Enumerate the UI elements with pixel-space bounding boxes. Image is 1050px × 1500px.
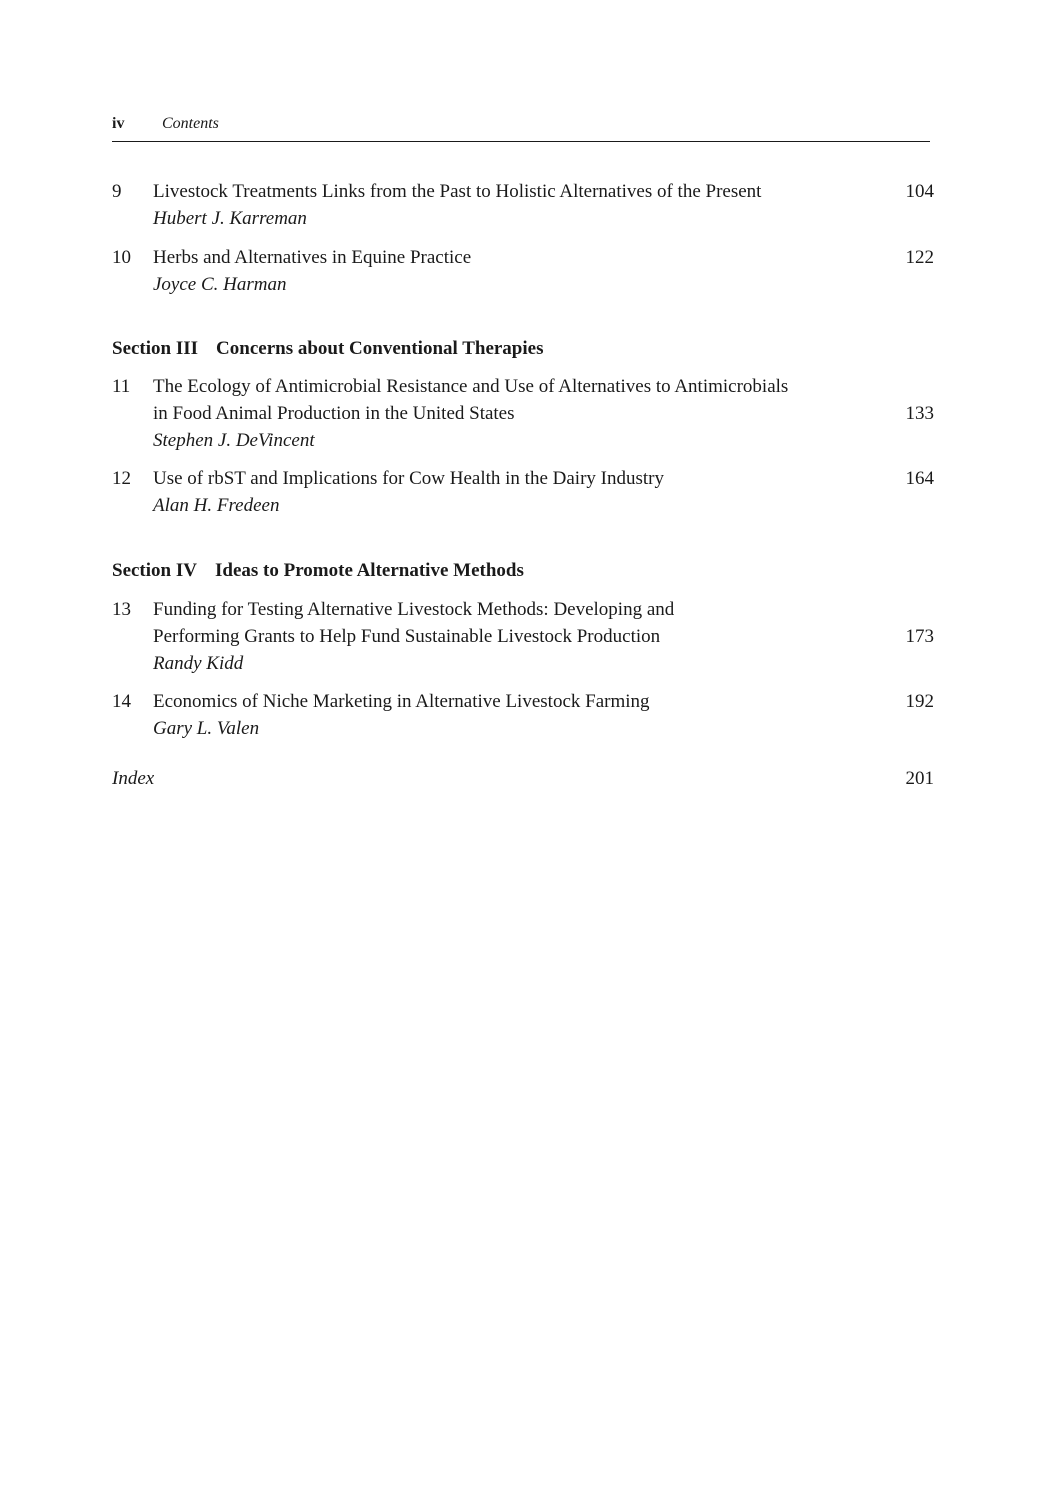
chapter-number: 11: [112, 376, 131, 397]
chapter-title-line: Economics of Niche Marketing in Alternative Livestock Farming: [153, 691, 650, 712]
toc-entry: [112, 178, 934, 232]
section-heading: [112, 337, 543, 361]
chapter-author: Joyce C. Harman: [153, 274, 287, 295]
section-title: Ideas to Promote Alternative Methods: [214, 560, 524, 581]
chapter-author: Gary L. Valen: [153, 718, 260, 739]
entry-body: [153, 596, 853, 677]
chapter-number: 10: [112, 247, 131, 268]
chapter-author: Alan H. Fredeen: [153, 495, 280, 516]
chapter-title-line: Livestock Treatments Links from the Past to Holistic Alternatives of the Present: [153, 181, 762, 202]
section-label: Section III: [112, 338, 199, 359]
page-number: 164: [905, 468, 934, 489]
chapter-title-line: Performing Grants to Help Fund Sustainable Livestock Production: [153, 626, 661, 647]
chapter-title-line: in Food Animal Production in the United States: [153, 403, 515, 424]
section-title: Concerns about Conventional Therapies: [216, 338, 544, 359]
chapter-number: 9: [112, 181, 122, 202]
chapter-author: Stephen J. DeVincent: [153, 430, 315, 451]
running-head: [112, 114, 219, 134]
page-number: 122: [905, 247, 934, 268]
index-entry: [112, 767, 934, 791]
chapter-author: Hubert J. Karreman: [153, 208, 307, 229]
chapter-title-line: The Ecology of Antimicrobial Resistance and Use of Alternatives to Antimicrobials: [153, 376, 789, 397]
chapter-number: 13: [112, 599, 131, 620]
section-label: Section IV: [112, 560, 197, 581]
chapter-title-line: Use of rbST and Implications for Cow Health in the Dairy Industry: [153, 468, 664, 489]
chapter-number: 12: [112, 468, 131, 489]
entry-body: [153, 244, 853, 298]
page-number: 192: [905, 691, 934, 712]
page-number: 173: [905, 626, 934, 647]
page-number: 133: [905, 403, 934, 424]
chapter-title-line: Funding for Testing Alternative Livestock Methods: Developing and: [153, 599, 675, 620]
index-label: Index: [112, 768, 155, 789]
running-title: Contents: [162, 115, 219, 132]
toc-entry: [112, 596, 934, 677]
entry-body: [153, 465, 853, 519]
entry-body: [153, 688, 853, 742]
chapter-title-line: Herbs and Alternatives in Equine Practice: [153, 247, 472, 268]
entry-body: [153, 178, 853, 232]
toc-entry: [112, 244, 934, 298]
header-rule: [112, 141, 930, 142]
section-heading: [112, 559, 524, 583]
page-number: 201: [905, 768, 934, 789]
page-number: 104: [905, 181, 934, 202]
chapter-author: Randy Kidd: [153, 653, 244, 674]
toc-entry: [112, 688, 934, 742]
toc-entry: [112, 465, 934, 519]
toc-entry: [112, 373, 934, 454]
chapter-number: 14: [112, 691, 131, 712]
page-folio: iv: [112, 115, 125, 132]
entry-body: [153, 373, 873, 454]
